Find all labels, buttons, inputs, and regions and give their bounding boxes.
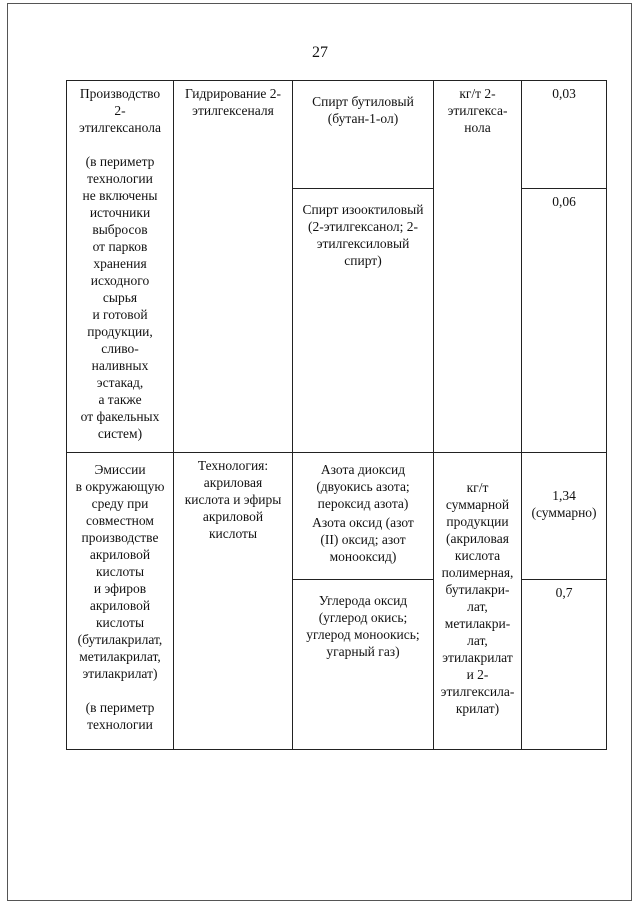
page-number: 27 [312,44,328,61]
substance-cell [293,81,434,189]
substance-text: Углерода оксид (углерод окись; углерод моноокись; угарный газ) [306,593,420,659]
substance-text: Спирт изооктиловый (2-этилгексанол; 2- этилгексиловый спирт) [302,202,424,268]
value-text: 1,34 (суммарно) [531,488,597,520]
value-cell [522,453,607,580]
process-cell [67,453,174,750]
unit-text: кг/т суммарной продукции (акриловая кислота полимерная, бутилакри- лат, метилакри- лат, этилакрилат и 2- этилгексила- крилат) [440,480,515,716]
table-row [67,81,607,189]
process-cell [67,81,174,453]
unit-cell [434,81,522,453]
value-cell [522,81,607,189]
value-text: 0,03 [552,86,576,101]
technology-text: Технология: акриловая кислота и эфиры акриловой кислоты [184,458,282,541]
technology-cell [174,81,293,453]
value-text: 0,06 [552,194,576,209]
unit-cell [434,453,522,750]
process-text: Эмиссии в окружающую среду при совместном производстве акриловой кислоты и эфиров акриловой кислоты (бутилакрилат, метилакрилат, этилакрилат) (в периметр технологии [75,462,165,732]
substance-cell [293,189,434,453]
substance-cell [293,453,434,580]
emissions-table [66,80,607,750]
substance-text: Спирт бутиловый (бутан-1-ол) [312,94,414,126]
value-cell [522,189,607,453]
unit-text: кг/т 2- этилгекса- нола [447,86,508,135]
value-text: 0,7 [555,585,573,600]
substance-cell [293,580,434,750]
substance-text: Азота диоксид (двуокись азота; пероксид азота) [316,462,410,511]
process-text: Производство 2- этилгексанола (в периметр технологии не включены источники выбросов от парков хранения исходного сырья и готовой продукции, сливо- наливных эстакад, а также от факельных систем) [79,86,161,441]
technology-text: Гидрирование 2- этилгексеналя [184,86,282,118]
technology-cell [174,453,293,750]
value-cell [522,580,607,750]
substance-text: Азота оксид (азот (II) оксид; азот монооксид) [312,515,414,564]
table-row [67,453,607,580]
